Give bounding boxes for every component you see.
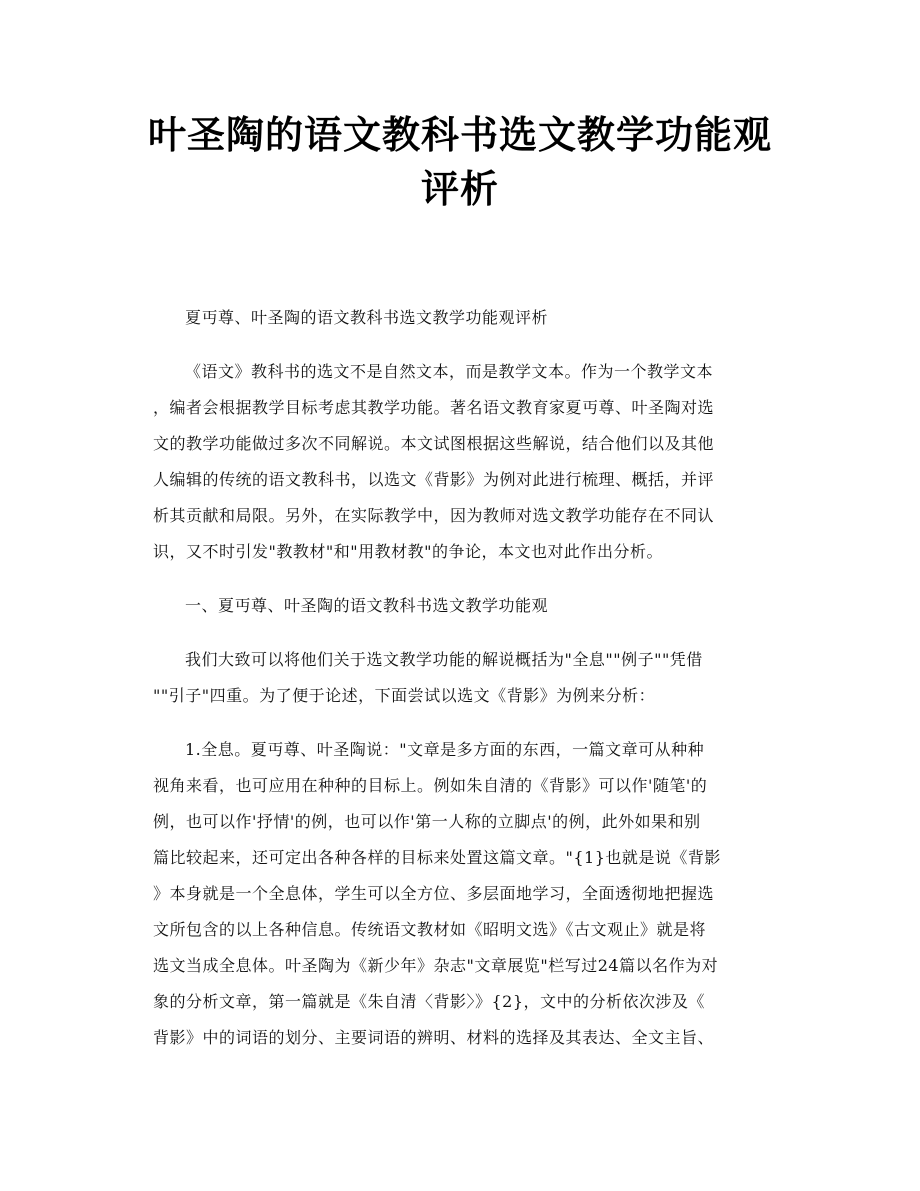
paragraph-line: 象的分析文章，第一篇就是《朱自清〈背影〉》{2}，文中的分析依次涉及《 xyxy=(153,992,706,1011)
holistic-paragraph xyxy=(153,732,770,1056)
paragraph-line: 《语文》教科书的选文不是自然文本，而是教学文本。作为一个教学文本 xyxy=(185,362,714,381)
paragraph-line: 夏丏尊、叶圣陶的语文教科书选文教学功能观评析 xyxy=(185,308,549,327)
paragraph-line: 》本身就是一个全息体，学生可以全方位、多层面地学习，全面透彻地把握选 xyxy=(153,884,715,903)
paragraph-line: 选文当成全息体。叶圣陶为《新少年》杂志"文章展览"栏写过24篇以名作为对 xyxy=(153,956,719,975)
paragraph-line: 我们大致可以将他们关于选文教学功能的解说概括为"全息""例子""凭借 xyxy=(185,650,703,669)
intro-paragraph xyxy=(153,354,770,570)
paragraph-line: 例，也可以作'抒情'的例，也可以作'第一人称的立脚点'的例，此外如果和别 xyxy=(153,812,701,831)
paragraph-line: 析其贡献和局限。另外，在实际教学中，因为教师对选文教学功能存在不同认 xyxy=(153,506,715,525)
paragraph-line: 文所包含的以上各种信息。传统语文教材如《昭明文选》《古文观止》就是将 xyxy=(153,920,707,939)
paragraph-line: 一、夏丏尊、叶圣陶的语文教科书选文教学功能观 xyxy=(185,596,549,615)
paragraph-line: 识，又不时引发"教教材"和"用教材教"的争论，本文也对此作出分析。 xyxy=(153,542,663,561)
paragraph-line: ""引子"四重。为了便于论述，下面尝试以选文《背影》为例来分析： xyxy=(153,686,656,705)
summary-paragraph xyxy=(153,642,770,714)
paragraph-line: 文的教学功能做过多次不同解说。本文试图根据这些解说，结合他们以及其他 xyxy=(153,434,715,453)
paragraph-line: 视角来看，也可应用在种种的目标上。例如朱自清的《背影》可以作'随笔'的 xyxy=(153,776,708,795)
paragraph-line: 背影》中的词语的划分、主要词语的辨明、材料的选择及其表达、全文主旨、 xyxy=(153,1028,715,1047)
subtitle-paragraph xyxy=(153,300,770,336)
document-body xyxy=(153,300,770,1074)
paragraph-line: 人编辑的传统的语文教科书，以选文《背影》为例对此进行梳理、概括，并评 xyxy=(153,470,715,489)
paragraph-line: 1.全息。夏丏尊、叶圣陶说："文章是多方面的东西，一篇文章可从种种 xyxy=(185,740,705,759)
section-heading xyxy=(153,588,770,624)
paragraph-line: ，编者会根据教学目标考虑其教学功能。著名语文教育家夏丏尊、叶圣陶对选 xyxy=(153,398,715,417)
document-title: 叶圣陶的语文教科书选文教学功能观评析 xyxy=(147,113,772,211)
paragraph-line: 篇比较起来，还可定出各种各样的目标来处置这篇文章。"{1}也就是说《背影 xyxy=(153,848,721,867)
